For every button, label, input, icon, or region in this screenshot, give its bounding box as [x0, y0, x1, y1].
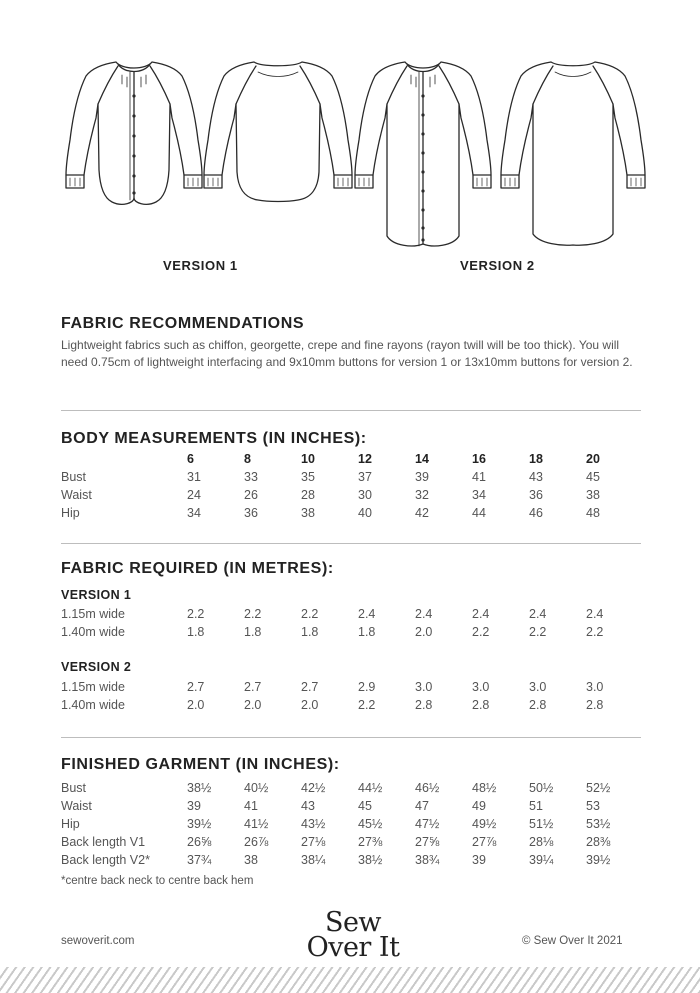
table-cell: 48½ — [472, 781, 497, 795]
table-cell: 2.2 — [472, 625, 490, 639]
table-cell: 27⅝ — [415, 835, 440, 849]
table-row — [61, 468, 643, 486]
table-cell: 2.9 — [358, 680, 376, 694]
table-cell: 52½ — [586, 781, 611, 795]
table-cell: 2.8 — [586, 698, 604, 712]
table-cell: 43½ — [301, 817, 326, 831]
table-cell: 1.8 — [358, 625, 376, 639]
table-cell: 45 — [586, 470, 600, 484]
size-header: 16 — [472, 452, 486, 466]
table-cell: 2.4 — [529, 607, 547, 621]
divider — [61, 543, 641, 544]
table-cell: 40 — [358, 506, 372, 520]
table-cell: 51½ — [529, 817, 554, 831]
table-cell: 36 — [244, 506, 258, 520]
finished-garment-table — [61, 779, 643, 869]
size-header: 10 — [301, 452, 315, 466]
table-row — [61, 605, 643, 623]
table-cell: 42½ — [301, 781, 326, 795]
divider — [61, 410, 641, 411]
table-cell: 2.2 — [529, 625, 547, 639]
table-cell: 41 — [244, 799, 258, 813]
table-cell: 32 — [415, 488, 429, 502]
row-label: Waist — [61, 799, 92, 813]
row-label: Hip — [61, 817, 80, 831]
table-cell: 2.7 — [301, 680, 319, 694]
table-cell: 1.8 — [244, 625, 262, 639]
table-cell: 26⅝ — [187, 835, 212, 849]
table-cell: 39 — [415, 470, 429, 484]
table-cell: 36 — [529, 488, 543, 502]
table-cell: 35 — [301, 470, 315, 484]
table-cell: 39 — [472, 853, 486, 867]
garment-illustrations — [0, 0, 700, 260]
table-cell: 38 — [586, 488, 600, 502]
table-cell: 39½ — [187, 817, 212, 831]
table-cell: 3.0 — [415, 680, 433, 694]
table-cell: 45½ — [358, 817, 383, 831]
version-1-subheading: VERSION 1 — [61, 588, 132, 602]
table-row — [61, 851, 643, 869]
table-cell: 3.0 — [529, 680, 547, 694]
size-header: 18 — [529, 452, 543, 466]
table-cell: 28 — [301, 488, 315, 502]
table-cell: 1.8 — [187, 625, 205, 639]
table-cell: 26 — [244, 488, 258, 502]
decorative-stripe-band — [0, 967, 700, 993]
table-cell: 42 — [415, 506, 429, 520]
row-label: Waist — [61, 488, 92, 502]
table-cell: 2.2 — [586, 625, 604, 639]
fabric-recommendations-text: Lightweight fabrics such as chiffon, georgette, crepe and fine rayons (rayon twill will be too thick). You will need 0.75cm of lightweight interfacing and 9x10mm buttons for version 1 or 13x10mm buttons for version 2. — [61, 338, 633, 369]
table-cell: 49½ — [472, 817, 497, 831]
table-cell: 37¾ — [187, 853, 212, 867]
version-1-label: VERSION 1 — [163, 258, 238, 273]
table-cell: 28⅛ — [529, 835, 554, 849]
table-row — [61, 696, 643, 714]
table-cell: 34 — [187, 506, 201, 520]
table-cell: 2.4 — [586, 607, 604, 621]
size-header: 6 — [187, 452, 194, 466]
size-header-row — [61, 450, 643, 468]
table-cell: 37 — [358, 470, 372, 484]
table-cell: 39¼ — [529, 853, 554, 867]
table-cell: 2.0 — [415, 625, 433, 639]
table-row — [61, 797, 643, 815]
table-cell: 2.4 — [472, 607, 490, 621]
version-2-label: VERSION 2 — [460, 258, 535, 273]
table-cell: 24 — [187, 488, 201, 502]
fabric-required-v2-table — [61, 678, 643, 714]
table-cell: 2.2 — [358, 698, 376, 712]
table-cell: 2.4 — [358, 607, 376, 621]
size-header: 20 — [586, 452, 600, 466]
table-cell: 38 — [301, 506, 315, 520]
version-1-front-drawing — [66, 62, 202, 204]
logo-line-2: Over It — [306, 932, 400, 963]
table-cell: 2.2 — [301, 607, 319, 621]
row-label: 1.15m wide — [61, 680, 125, 694]
row-label: Bust — [61, 470, 87, 484]
table-cell: 2.7 — [187, 680, 205, 694]
table-cell: 28⅜ — [586, 835, 611, 849]
website-link[interactable]: sewoverit.com — [61, 935, 135, 947]
version-2-back-drawing — [501, 62, 645, 245]
table-cell: 47½ — [415, 817, 440, 831]
table-cell: 3.0 — [472, 680, 490, 694]
table-cell: 27⅞ — [472, 835, 497, 849]
table-cell: 38½ — [187, 781, 212, 795]
table-cell: 27⅛ — [301, 835, 326, 849]
table-cell: 27⅜ — [358, 835, 383, 849]
table-cell: 40½ — [244, 781, 269, 795]
table-cell: 51 — [529, 799, 543, 813]
table-row — [61, 833, 643, 851]
version-2-front-drawing — [355, 62, 491, 246]
table-row — [61, 678, 643, 696]
row-label: Back length V2* — [61, 853, 150, 867]
table-cell: 43 — [301, 799, 315, 813]
table-cell: 31 — [187, 470, 201, 484]
table-cell: 2.2 — [187, 607, 205, 621]
table-cell: 50½ — [529, 781, 554, 795]
table-cell: 44 — [472, 506, 486, 520]
fabric-required-v1-table — [61, 605, 643, 641]
table-row — [61, 504, 643, 522]
table-cell: 45 — [358, 799, 372, 813]
size-header: 8 — [244, 452, 251, 466]
fabric-required-heading: FABRIC REQUIRED (IN METRES): — [61, 560, 334, 577]
table-cell: 41 — [472, 470, 486, 484]
table-row — [61, 779, 643, 797]
table-cell: 2.8 — [415, 698, 433, 712]
table-cell: 47 — [415, 799, 429, 813]
version-2-subheading: VERSION 2 — [61, 660, 132, 674]
table-cell: 2.0 — [187, 698, 205, 712]
table-cell: 2.4 — [415, 607, 433, 621]
table-cell: 3.0 — [586, 680, 604, 694]
body-measurements-table — [61, 450, 643, 522]
row-label: Back length V1 — [61, 835, 146, 849]
header-spacer — [61, 450, 187, 468]
table-cell: 53 — [586, 799, 600, 813]
table-cell: 38¼ — [301, 853, 326, 867]
table-cell: 2.8 — [529, 698, 547, 712]
table-cell: 38½ — [358, 853, 383, 867]
table-cell: 48 — [586, 506, 600, 520]
table-row — [61, 623, 643, 641]
table-row — [61, 815, 643, 833]
table-cell: 38 — [244, 853, 258, 867]
row-label: Hip — [61, 506, 80, 520]
fabric-recommendations-heading: FABRIC RECOMMENDATIONS — [61, 315, 305, 332]
table-cell: 30 — [358, 488, 372, 502]
table-cell: 46½ — [415, 781, 440, 795]
finished-garment-heading: FINISHED GARMENT (IN INCHES): — [61, 756, 340, 773]
table-cell: 2.2 — [244, 607, 262, 621]
table-cell: 39½ — [586, 853, 611, 867]
row-label: 1.40m wide — [61, 698, 125, 712]
table-cell: 2.8 — [472, 698, 490, 712]
table-cell: 33 — [244, 470, 258, 484]
table-cell: 39 — [187, 799, 201, 813]
row-label: Bust — [61, 781, 87, 795]
table-cell: 26⅞ — [244, 835, 269, 849]
table-cell: 53½ — [586, 817, 611, 831]
table-cell: 2.0 — [301, 698, 319, 712]
table-row — [61, 486, 643, 504]
body-measurements-heading: BODY MEASUREMENTS (IN INCHES): — [61, 430, 367, 447]
logo-line-1: Sew — [324, 907, 382, 938]
table-cell: 44½ — [358, 781, 383, 795]
size-header: 12 — [358, 452, 372, 466]
table-cell: 1.8 — [301, 625, 319, 639]
row-label: 1.15m wide — [61, 607, 125, 621]
divider — [61, 737, 641, 738]
brand-logo — [298, 907, 408, 963]
table-cell: 43 — [529, 470, 543, 484]
table-cell: 2.7 — [244, 680, 262, 694]
version-1-back-drawing — [204, 62, 352, 202]
table-cell: 41½ — [244, 817, 269, 831]
table-cell: 49 — [472, 799, 486, 813]
size-header: 14 — [415, 452, 429, 466]
back-length-footnote: *centre back neck to centre back hem — [61, 875, 254, 887]
table-cell: 2.0 — [244, 698, 262, 712]
table-cell: 46 — [529, 506, 543, 520]
table-cell: 38¾ — [415, 853, 440, 867]
copyright: © Sew Over It 2021 — [522, 935, 623, 947]
table-cell: 34 — [472, 488, 486, 502]
row-label: 1.40m wide — [61, 625, 125, 639]
